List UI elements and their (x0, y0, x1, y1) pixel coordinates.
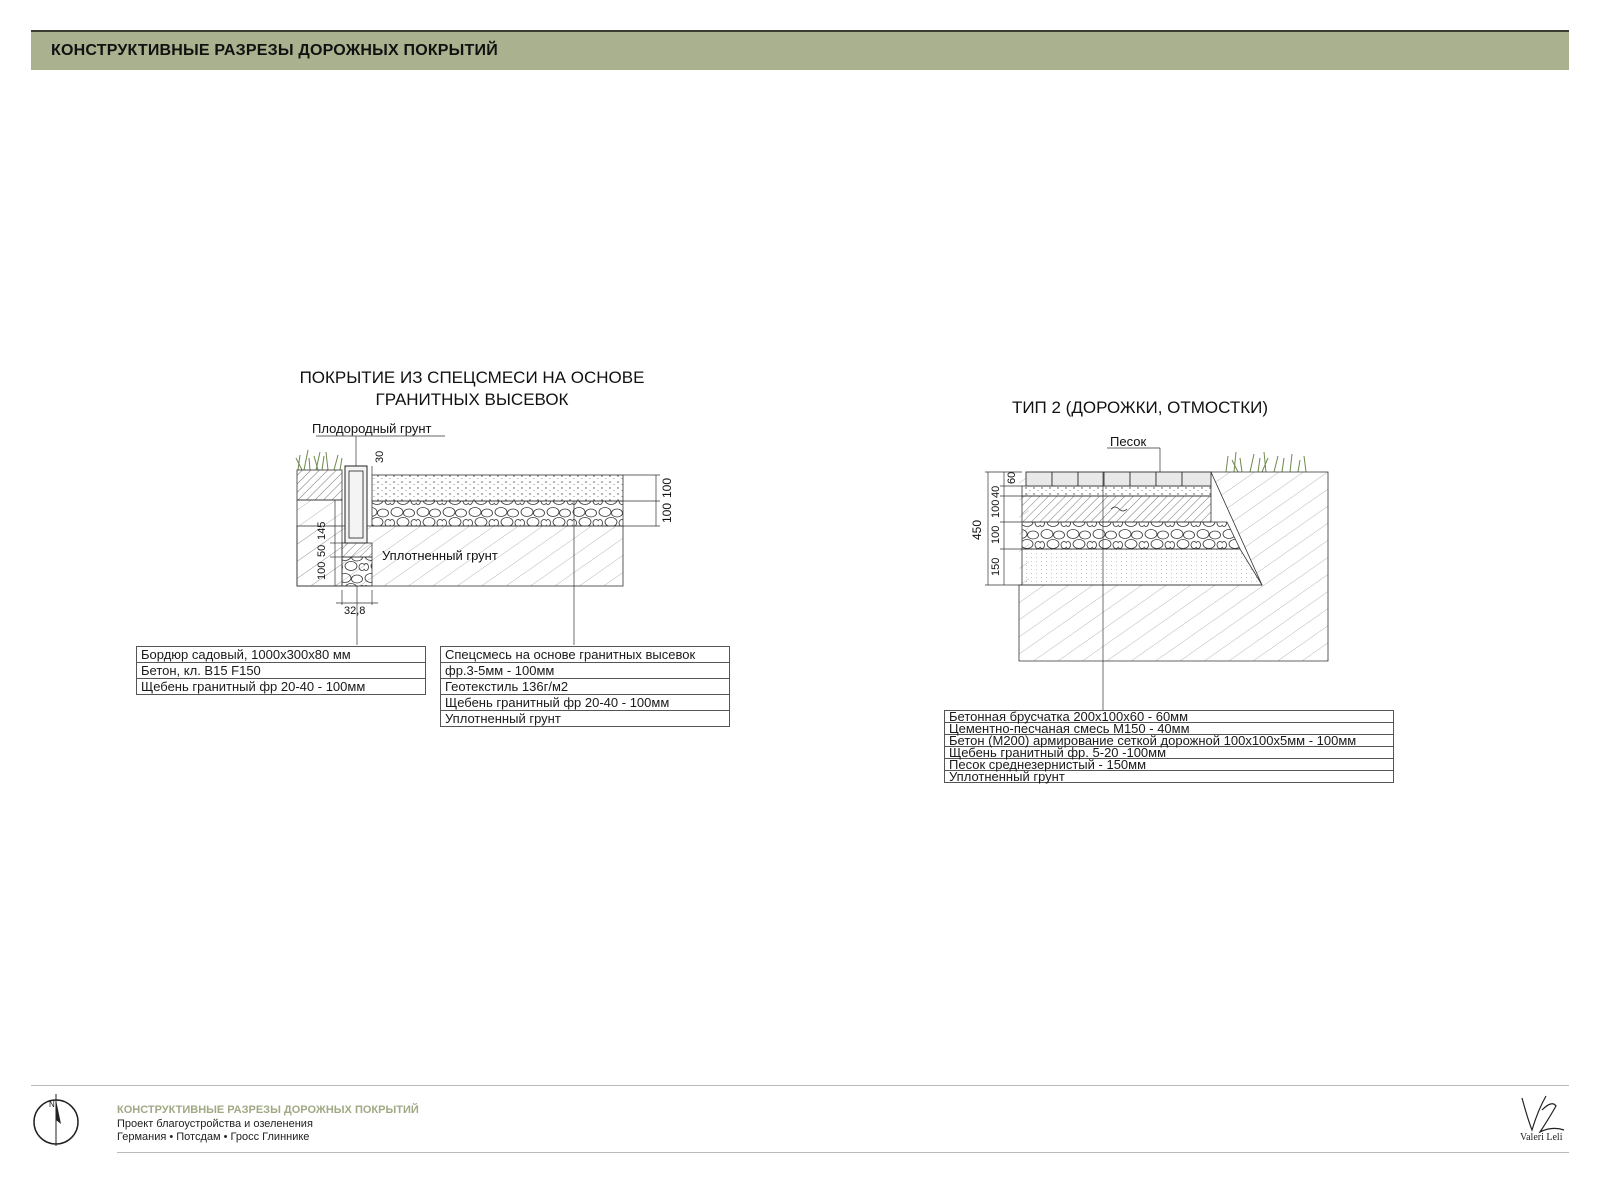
section2-table (944, 710, 1394, 783)
table-cell: Щебень гранитный фр. 5-20 -100мм (945, 747, 1394, 759)
grass-left (296, 450, 342, 470)
dim-100-c: 100 (316, 561, 328, 580)
dim-100-a: 100 (660, 502, 674, 523)
table-cell: Бордюр садовый, 1000х300х80 мм (137, 647, 426, 663)
table-cell: Уплотненный грунт (441, 711, 730, 727)
dim-50: 50 (316, 544, 328, 557)
north-arrow-icon (34, 1094, 78, 1146)
table-row (441, 711, 730, 727)
table-cell: Геотекстиль 136г/м2 (441, 679, 730, 695)
footer-title: КОНСТРУКТИВНЫЕ РАЗРЕЗЫ ДОРОЖНЫХ ПОКРЫТИЙ (117, 1104, 419, 1116)
table-row (137, 663, 426, 679)
table-row (137, 647, 426, 663)
table-row (441, 679, 730, 695)
logo-text: Valeri Leli (1520, 1132, 1563, 1143)
table-cell: Цементно-песчаная смесь М150 - 40мм (945, 723, 1394, 735)
table-row (137, 679, 426, 695)
dim-145: 145 (316, 521, 328, 540)
section1-title-line1: ПОКРЫТИЕ ИЗ СПЕЦСМЕСИ НА ОСНОВЕ (299, 368, 645, 387)
dim-450: 450 (970, 519, 984, 540)
table-row (441, 647, 730, 663)
label-sand: Песок (1110, 434, 1147, 449)
dim-32-8: 32,8 (344, 605, 366, 617)
dim-100-b2: 100 (990, 525, 1002, 544)
table-row (441, 695, 730, 711)
table-cell: Щебень гранитный фр 20-40 - 100мм (441, 695, 730, 711)
table-cell: Спецсмесь на основе гранитных высевок (441, 647, 730, 663)
footer-location: Германия • Потсдам • Гросс Глиннике (117, 1131, 310, 1143)
page-title: КОНСТРУКТИВНЫЕ РАЗРЕЗЫ ДОРОЖНЫХ ПОКРЫТИЙ (51, 42, 498, 59)
section1-table-right (440, 646, 730, 727)
dim-100-a2: 100 (990, 499, 1002, 518)
dim-150: 150 (990, 557, 1002, 576)
dim-60: 60 (1006, 471, 1018, 484)
table-cell: Песок среднезернистый - 150мм (945, 759, 1394, 771)
table-cell: Щебень гранитный фр 20-40 - 100мм (137, 679, 426, 695)
section1-table-left (136, 646, 426, 695)
label-compacted-soil: Уплотненный грунт (382, 548, 498, 563)
table-cell: Бетон, кл. В15 F150 (137, 663, 426, 679)
grass-right (1226, 452, 1306, 472)
section2-title: ТИП 2 (ДОРОЖКИ, ОТМОСТКИ) (1011, 398, 1269, 417)
dim-30: 30 (374, 450, 386, 463)
table-cell: Бетонная брусчатка 200х100х60 - 60мм (945, 711, 1394, 723)
label-fertile-soil: Плодородный грунт (312, 421, 432, 436)
section2-drawing (985, 448, 1328, 710)
table-row (945, 771, 1394, 783)
section1-title-line2: ГРАНИТНЫХ ВЫСЕВОК (375, 390, 569, 409)
logo-signature (1512, 1090, 1572, 1146)
footer-divider-bottom (117, 1152, 1569, 1153)
table-cell: фр.3-5мм - 100мм (441, 663, 730, 679)
north-label: N (49, 1100, 55, 1109)
dim-40: 40 (990, 485, 1002, 498)
footer-divider-top (31, 1085, 1569, 1086)
footer-project: Проект благоустройства и озеленения (117, 1118, 313, 1130)
section1-title (282, 367, 662, 411)
table-cell: Бетон (М200) армирование сеткой дорожной 100х100х5мм - 100мм (945, 735, 1394, 747)
table-row (441, 663, 730, 679)
dim-100-b: 100 (660, 477, 674, 498)
table-cell: Уплотненный грунт (945, 771, 1394, 783)
